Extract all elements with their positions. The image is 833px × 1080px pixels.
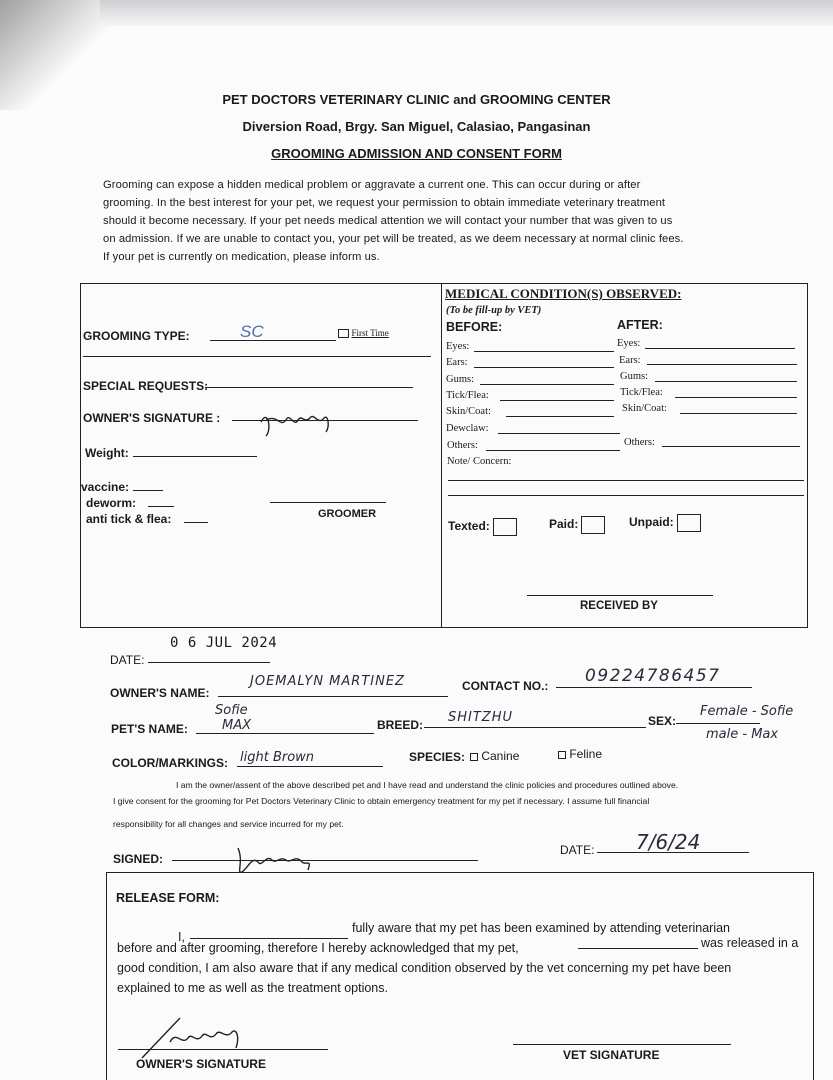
texted-checkbox[interactable] <box>493 518 517 536</box>
intro-line: should it become necessary. If your pet needs medical attention we will contact your number that was given to us <box>103 215 673 227</box>
date-line[interactable] <box>148 662 270 663</box>
intro-line: If your pet is currently on medication, please inform us. <box>103 251 380 263</box>
antitick-line[interactable] <box>184 522 208 523</box>
after-tickflea-label: Tick/Flea: <box>620 387 663 398</box>
after-eyes-label: Eyes: <box>617 338 641 349</box>
release-text-3: good condition, I am also aware that if any medical condition observed by the vet concerning my pet have been <box>117 961 732 975</box>
before-label: BEFORE: <box>446 320 503 334</box>
intro-line: grooming. In the best interest for your pet, we request your permission to obtain immediate veterinary treatment <box>103 197 666 209</box>
after-label: AFTER: <box>617 318 663 332</box>
sex-value-2: male - Max <box>706 727 779 742</box>
medical-subtitle: (To be fill-up by VET) <box>446 305 542 316</box>
after-ears-label: Ears: <box>619 355 641 366</box>
after-eyes-line[interactable] <box>645 348 795 349</box>
canine-checkbox[interactable] <box>470 753 478 761</box>
after-gums-label: Gums: <box>620 371 649 382</box>
before-skincoat-label: Skin/Coat: <box>446 406 491 417</box>
unpaid-label: Unpaid: <box>629 515 674 530</box>
contact-line[interactable] <box>556 687 752 688</box>
unpaid-checkbox[interactable] <box>677 514 701 532</box>
deworm-line[interactable] <box>148 506 174 507</box>
groomer-label: GROOMER <box>318 508 377 520</box>
after-gums-line[interactable] <box>655 381 797 382</box>
before-dewclaw-line[interactable] <box>498 433 620 434</box>
breed-value: SHITZHU <box>448 710 513 725</box>
before-eyes-line[interactable] <box>474 351 614 352</box>
received-by-line[interactable] <box>527 595 713 596</box>
clinic-name: PET DOCTORS VETERINARY CLINIC and GROOMING CENTER <box>222 92 611 107</box>
paid-checkbox[interactable] <box>581 516 605 534</box>
weight-label: Weight: <box>85 446 129 460</box>
intro-line: Grooming can expose a hidden medical problem or aggravate a current one. This can occur during or after <box>103 179 641 191</box>
texted-field <box>448 518 517 536</box>
sex-value-1: Female - Sofie <box>700 704 794 719</box>
before-gums-line[interactable] <box>480 384 614 385</box>
consent-line-1: I am the owner/assent of the above described pet and I have read and understand the clinic policies and procedures outlined above. <box>176 780 679 790</box>
release-i-label: I, <box>178 930 185 944</box>
breed-line[interactable] <box>424 727 646 728</box>
pet-name-line[interactable] <box>196 733 374 734</box>
note-line-1[interactable] <box>448 480 804 481</box>
date-label: DATE: <box>110 653 145 667</box>
vaccine-line[interactable] <box>133 490 163 491</box>
weight-line[interactable] <box>133 456 257 457</box>
note-label: Note/ Concern: <box>447 456 512 467</box>
owner-name-label: OWNER'S NAME: <box>110 686 210 700</box>
grooming-extra-line <box>83 356 431 357</box>
after-ears-line[interactable] <box>647 364 797 365</box>
release-text-1: fully aware that my pet has been examined by attending veterinarian <box>352 921 731 935</box>
feline-option <box>558 747 602 761</box>
intro-paragraph <box>103 176 753 266</box>
first-time-field <box>338 328 389 338</box>
special-requests-label: SPECIAL REQUESTS: <box>83 379 209 393</box>
texted-label: Texted: <box>448 519 490 534</box>
consent-date-label: DATE: <box>560 843 595 857</box>
after-skincoat-label: Skin/Coat: <box>622 403 667 414</box>
owner-signature-label: OWNER'S SIGNATURE : <box>83 411 221 425</box>
canine-option <box>470 749 519 763</box>
signed-line[interactable] <box>172 860 478 861</box>
medical-title: MEDICAL CONDITION(S) OBSERVED: <box>445 286 682 301</box>
received-by-label: RECEIVED BY <box>580 600 658 612</box>
owner-signature-1 <box>258 400 338 445</box>
release-text-4: explained to me as well as the treatment options. <box>117 981 388 995</box>
before-ears-line[interactable] <box>474 367 614 368</box>
form-title: GROOMING ADMISSION AND CONSENT FORM <box>271 146 562 161</box>
owner-name-value: JOEMALYN MARTINEZ <box>250 674 405 689</box>
consent-line-3: responsibility for all changes and service incurred for my pet. <box>113 819 344 829</box>
date-stamp: 0 6 JUL 2024 <box>170 635 278 651</box>
before-others-line[interactable] <box>486 450 620 451</box>
before-skincoat-line[interactable] <box>506 416 614 417</box>
color-value: light Brown <box>240 750 315 765</box>
box-divider <box>441 283 442 628</box>
vet-signature-label: VET SIGNATURE <box>563 1048 660 1062</box>
signed-label: SIGNED: <box>113 852 164 866</box>
release-name-line[interactable] <box>190 938 348 939</box>
first-time-label: First Time <box>351 328 389 338</box>
color-label: COLOR/MARKINGS: <box>112 756 228 770</box>
note-line-2[interactable] <box>448 495 804 496</box>
contact-label: CONTACT NO.: <box>462 679 549 693</box>
clinic-address: Diversion Road, Brgy. San Miguel, Calasiao, Pangasinan <box>242 119 591 134</box>
before-ears-label: Ears: <box>446 357 468 368</box>
sex-label: SEX: <box>648 714 677 728</box>
canine-label: Canine <box>481 749 520 763</box>
before-tickflea-line[interactable] <box>500 400 614 401</box>
release-text-2a: before and after grooming, therefore I hereby acknowledged that my pet, <box>117 941 519 955</box>
before-others-label: Others: <box>447 440 478 451</box>
deworm-label: deworm: <box>86 496 137 510</box>
release-owner-sig-label: OWNER'S SIGNATURE <box>136 1057 266 1071</box>
release-title: RELEASE FORM: <box>116 891 220 905</box>
pet-name-value-2: MAX <box>222 718 252 733</box>
breed-label: BREED: <box>377 718 424 732</box>
unpaid-field <box>629 514 701 532</box>
first-time-checkbox[interactable] <box>338 329 349 338</box>
before-eyes-label: Eyes: <box>446 341 470 352</box>
pet-name-value-1: Sofie <box>215 703 248 718</box>
before-dewclaw-label: Dewclaw: <box>446 423 489 434</box>
species-label: SPECIES: <box>409 750 466 764</box>
after-others-label: Others: <box>624 437 655 448</box>
feline-checkbox[interactable] <box>558 751 566 759</box>
release-text-2b: was released in a <box>701 936 799 950</box>
consent-line-2: I give consent for the grooming for Pet Doctors Veterinary Clinic to obtain emergency treatment for my pet if necessary. I assume full financial <box>113 796 650 806</box>
intro-line: on admission. If we are unable to contact you, your pet will be treated, as we deem necessary at normal clinic fees. <box>103 233 684 245</box>
special-requests-line[interactable] <box>205 387 413 388</box>
paid-label: Paid: <box>549 517 579 532</box>
sex-line[interactable] <box>676 723 760 724</box>
feline-label: Feline <box>569 747 603 761</box>
consent-date-value: 7/6/24 <box>636 830 701 854</box>
vet-signature-line[interactable] <box>513 1044 731 1045</box>
grooming-type-label: GROOMING TYPE: <box>83 329 190 343</box>
after-skincoat-line[interactable] <box>680 413 797 414</box>
pet-name-label: PET'S NAME: <box>111 722 188 736</box>
release-pet-line[interactable] <box>578 948 698 949</box>
antitick-label: anti tick & flea: <box>86 512 172 526</box>
grooming-type-value[interactable]: SC <box>240 322 264 341</box>
after-others-line[interactable] <box>662 446 800 447</box>
contact-value: 09224786457 <box>585 666 721 686</box>
before-tickflea-label: Tick/Flea: <box>446 390 489 401</box>
after-tickflea-line[interactable] <box>675 397 797 398</box>
vaccine-label: vaccine: <box>81 480 130 494</box>
paid-field <box>549 516 605 534</box>
paper-top-edge <box>100 0 833 26</box>
groomer-line[interactable] <box>270 502 386 503</box>
color-line[interactable] <box>237 766 383 767</box>
owner-name-line[interactable] <box>218 696 448 697</box>
before-gums-label: Gums: <box>446 374 475 385</box>
grooming-type-line <box>210 340 336 341</box>
